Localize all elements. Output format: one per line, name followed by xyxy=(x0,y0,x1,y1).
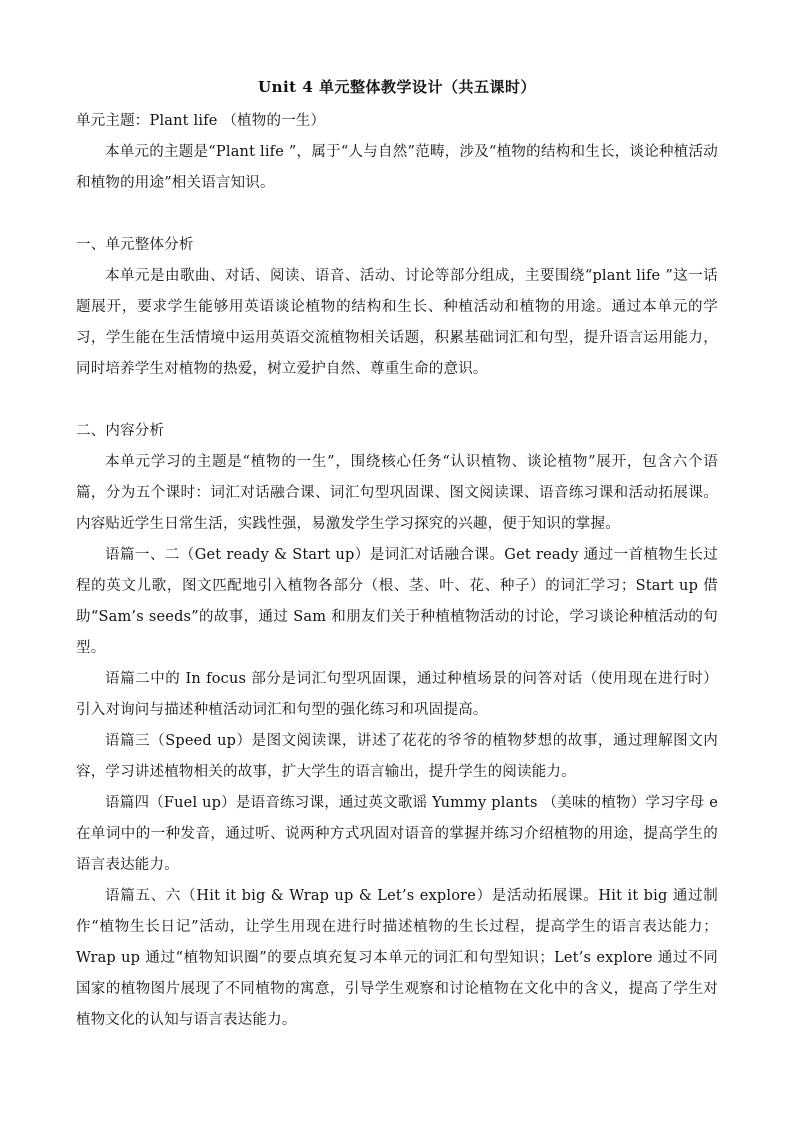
section-heading-unit-analysis: 一、单元整体分析 xyxy=(76,237,194,253)
spacer xyxy=(76,199,718,230)
content-paragraph: 语篇三（Speed up）是图文阅读课，讲述了花花的爷爷的植物梦想的故事，通过理解图文内容，学习讲述植物相关的故事，扩大学生的语言输出，提升学生的阅读能力。 xyxy=(76,733,718,780)
unit-analysis-paragraph: 本单元是由歌曲、对话、阅读、语音、活动、讨论等部分组成，主要围绕“plant life ”这一话题展开，要求学生能够用英语谈论植物的结构和生长、种植活动和植物的用途。通过本单元的学习，学生能在生活情境中运用英语交流植物相关话题，积累基础词汇和句型，提升语言运用能力，同时培养学生对植物的热爱，树立爱护自然、尊重生命的意识。 xyxy=(76,268,718,377)
document-page xyxy=(76,72,718,1036)
content-paragraph: 语篇四（Fuel up）是语音练习课，通过英文歌谣 Yummy plants （美味的植物）学习字母 e 在单词中的一种发音，通过听、说两种方式巩固对语音的掌握并练习介绍植物的用途，提高学生的语言表达能力。 xyxy=(76,795,718,873)
document-title: Unit 4 单元整体教学设计（共五课时） xyxy=(258,78,536,96)
content-paragraph: 语篇一、二（Get ready & Start up）是词汇对话融合课。Get ready 通过一首植物生长过程的英文儿歌，图文匹配地引入植物各部分（根、茎、叶、花、种子）的词汇学习；Start up 借助“Sam’s seeds”的故事，通过 Sam 和朋友们关于种植植物活动的讨论，学习谈论种植活动的句型。 xyxy=(76,547,718,656)
intro-paragraph: 本单元的主题是“Plant life ”，属于“人与自然”范畴，涉及“植物的结构和生长，谈论种植活动和植物的用途”相关语言知识。 xyxy=(76,144,718,191)
spacer xyxy=(76,385,718,416)
content-paragraph: 语篇五、六（Hit it big & Wrap up & Let’s explore）是活动拓展课。Hit it big 通过制作“植物生长日记”活动，让学生用现在进行时描述植物的生长过程，提高学生的语言表达能力；Wrap up 通过“植物知识圈”的要点填充复习本单元的词汇和句型知识；Let’s explore 通过不同国家的植物图片展现了不同植物的寓意，引导学生观察和讨论植物在文化中的含义，提高了学生对植物文化的认知与语言表达能力。 xyxy=(76,888,718,1028)
section-heading-content-analysis: 二、内容分析 xyxy=(76,423,165,439)
content-paragraph: 本单元学习的主题是“植物的一生”，围绕核心任务“认识植物、谈论植物”展开，包含六个语篇，分为五个课时：词汇对话融合课、词汇句型巩固课、图文阅读课、语音练习课和活动拓展课。内容贴近学生日常生活，实践性强，易激发学生学习探究的兴趣，便于知识的掌握。 xyxy=(76,454,718,532)
content-paragraph: 语篇二中的 In focus 部分是词汇句型巩固课，通过种植场景的问答对话（使用现在进行时）引入对询问与描述种植活动词汇和句型的强化练习和巩固提高。 xyxy=(76,671,718,718)
unit-theme: 单元主题：Plant life （植物的一生） xyxy=(76,113,326,129)
